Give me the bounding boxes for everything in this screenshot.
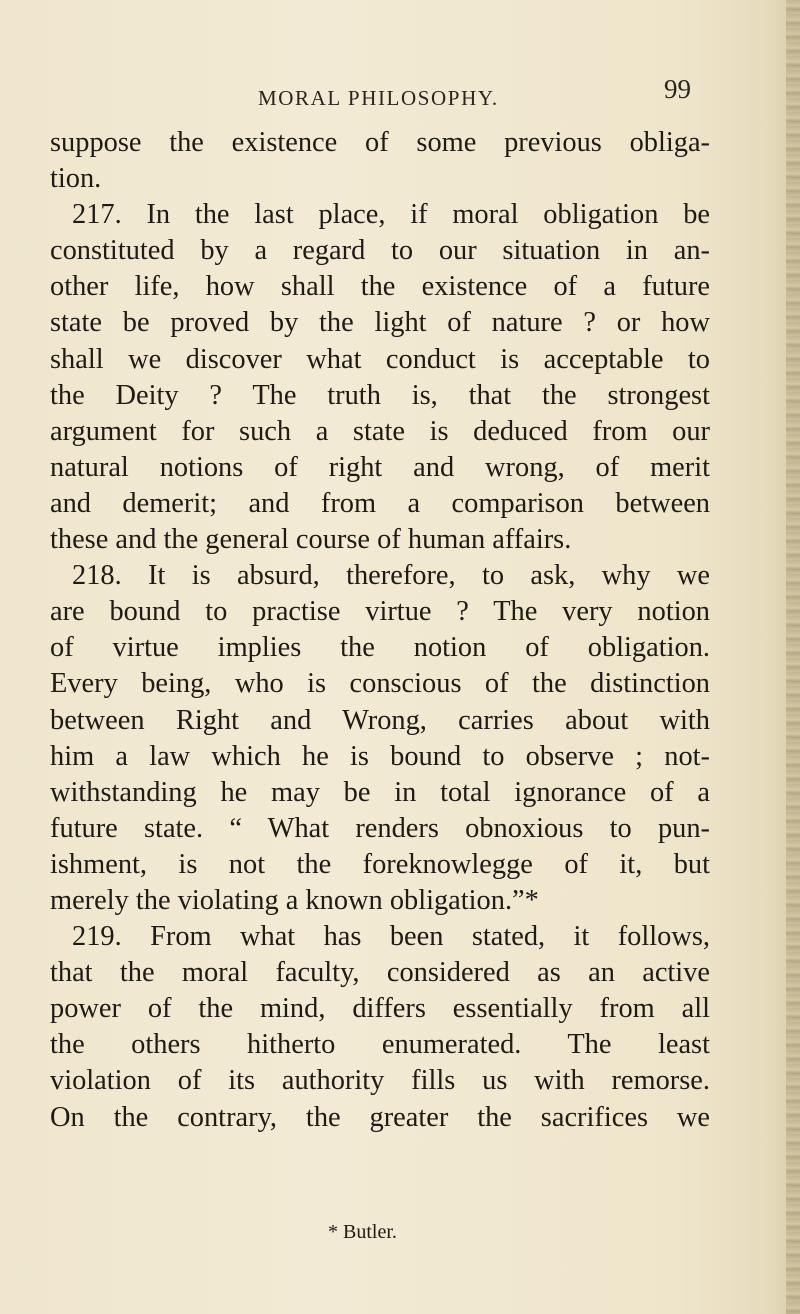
body-text [50, 125, 710, 1136]
text-line: other life, how shall the existence of a future [50, 271, 710, 303]
paragraph-218-start: 218. It is absurd, therefore, to ask, why we [72, 560, 710, 592]
running-title: MORAL PHILOSOPHY. [258, 86, 499, 110]
text-line: and demerit; and from a comparison between [50, 487, 710, 519]
text-line: suppose the existence of some previous obliga- [50, 127, 710, 158]
text-line: constituted by a regard to our situation in an- [50, 235, 710, 267]
text-line: violation of its authority fills us with remorse. [50, 1065, 710, 1097]
text-line: that the moral faculty, considered as an active [50, 957, 710, 989]
text-line: state be proved by the light of nature ? or how [50, 307, 710, 339]
text-line: natural notions of right and wrong, of merit [50, 451, 710, 483]
text-line: the Deity ? The truth is, that the strongest [50, 379, 710, 411]
text-line: shall we discover what conduct is acceptable to [50, 343, 710, 375]
text-line: between Right and Wrong, carries about with [50, 704, 710, 736]
text-line: are bound to practise virtue ? The very notion [50, 596, 710, 628]
text-line: On the contrary, the greater the sacrifices we [50, 1101, 710, 1133]
page-number: 99 [664, 74, 691, 104]
text-line: power of the mind, differs essentially from all [50, 993, 710, 1025]
text-line: of virtue implies the notion of obligation. [50, 632, 710, 664]
text-line: argument for such a state is deduced from our [50, 415, 710, 447]
text-line: him a law which he is bound to observe ; not- [50, 740, 710, 772]
text-line: ishment, is not the foreknowlegge of it, but [50, 848, 710, 880]
paragraph-217-start: 217. In the last place, if moral obligation be [72, 199, 710, 231]
text-line: these and the general course of human affairs. [50, 524, 572, 556]
paragraph-219-start: 219. From what has been stated, it follows, [72, 921, 710, 953]
text-line: tion. [50, 163, 102, 195]
text-line: future state. “ What renders obnoxious to pun- [50, 812, 710, 844]
text-line: merely the violating a known obligation.”* [50, 884, 539, 916]
text-line: Every being, who is conscious of the distinction [50, 668, 710, 700]
text-line: withstanding he may be in total ignorance of a [50, 776, 710, 808]
page-edge [786, 0, 800, 1314]
footnote: * Butler. [328, 1221, 397, 1243]
text-line: the others hitherto enumerated. The least [50, 1029, 710, 1061]
